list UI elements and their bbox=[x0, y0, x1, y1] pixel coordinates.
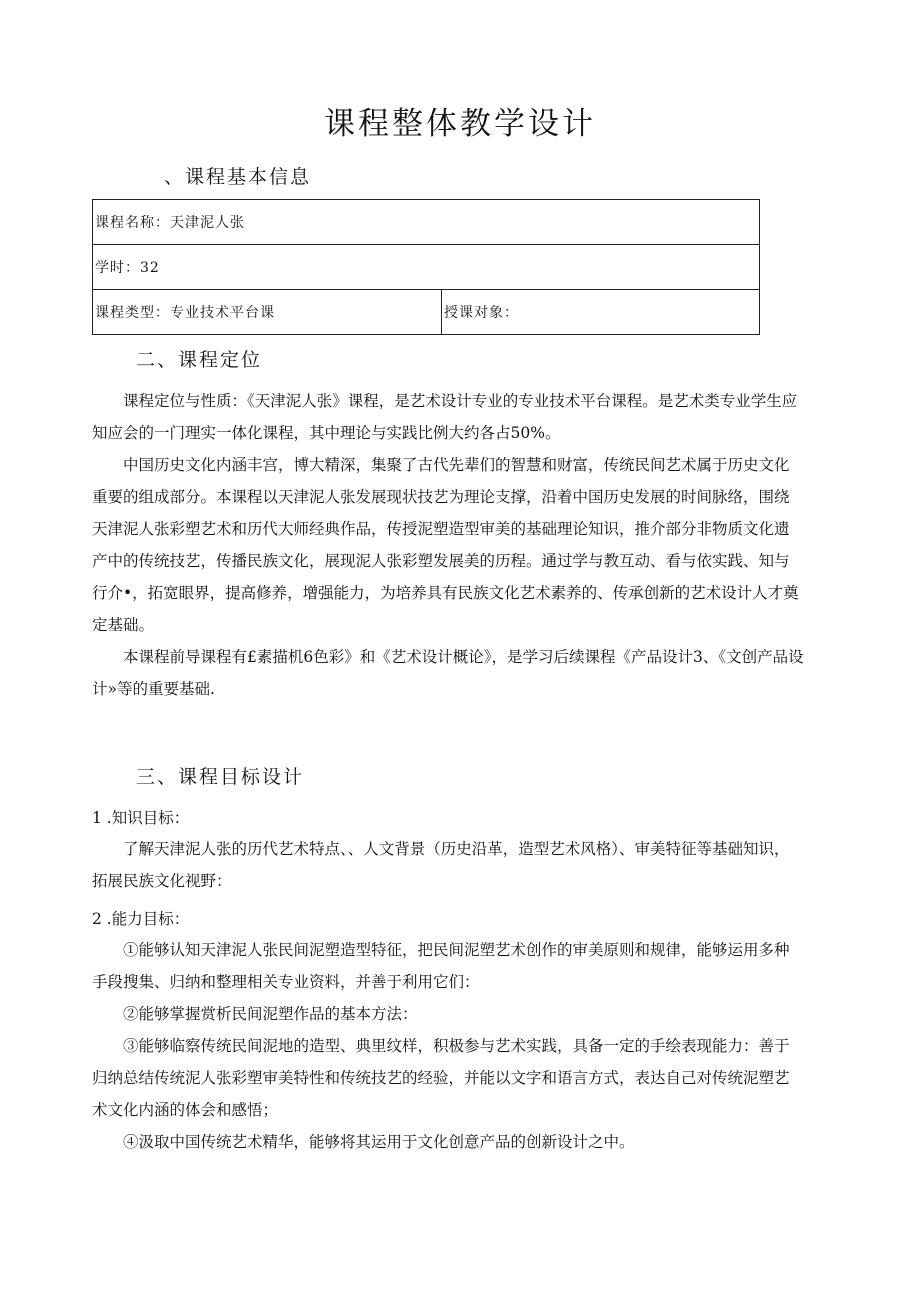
page-title: 课程整体教学设计 bbox=[324, 106, 596, 142]
list-item: ①能够认知天津泥人张民间泥塑造型特征，把民间泥塑艺术创作的审美原则和规律，能够运用多种手段搜集、归纳和整理相关专业资料，并善于利用它们： bbox=[92, 941, 790, 991]
paragraph: 课程定位与性质：《天津泥人张》课程，是艺术设计专业的专业技术平台课程。是艺术类专业学生应知应会的一门理实一体化课程，其中理论与实践比例大约各占50%。 bbox=[92, 392, 798, 442]
ability-objective-label: 2 .能力目标： bbox=[92, 910, 190, 928]
course-name-cell: 课程名称：天津泥人张 bbox=[93, 200, 760, 245]
list-item: ②能够掌握赏析民间泥塑作品的基本方法： bbox=[123, 1005, 418, 1023]
ability-objective-list bbox=[92, 934, 804, 1158]
knowledge-objective-label: 1 .知识目标： bbox=[92, 809, 190, 827]
knowledge-objective-text bbox=[92, 833, 804, 897]
paragraph: 了解天津泥人张的历代艺术特点、、人文背景（历史沿革，造型艺术风格）、审美特征等基础知识，拓展民族文化视野： bbox=[92, 840, 790, 890]
list-item: ④汲取中国传统艺术精华，能够将其运用于文化创意产品的创新设计之中。 bbox=[123, 1133, 635, 1151]
audience-cell: 授课对象： bbox=[442, 290, 760, 335]
paragraph: 本课程前导课程有£素描机6色彩》和《艺术设计概论》，是学习后续课程《产品设计3、《文创产品设计»等的重要基础. bbox=[92, 648, 804, 698]
course-type-cell: 课程类型：专业技术平台课 bbox=[93, 290, 442, 335]
section-heading-positioning: 二、课程定位 bbox=[136, 349, 263, 371]
list-item: ③能够临察传统民间泥地的造型、典里纹样，积极参与艺术实践，具备一定的手绘表现能力：善于归纳总结传统泥人张彩塑审美特性和传统技艺的经验，并能以文字和语言方式，表达自己对传统泥塑艺术文化内涵的体会和感悟； bbox=[92, 1037, 790, 1119]
section-heading-basic-info: 、课程基本信息 bbox=[164, 166, 312, 188]
course-hours-cell: 学时：32 bbox=[93, 245, 760, 290]
positioning-body bbox=[92, 385, 804, 705]
paragraph: 中国历史文化内涵丰宫，博大精深，集聚了古代先辈们的智慧和财富，传统民间艺术属于历史文化重要的组成部分。本课程以天津泥人张发展现状技艺为理论支撑，沿着中国历史发展的时间脉络，围绕天津泥人张彩塑艺术和历代大师经典作品，传授泥塑造型审美的基础理论知识，推介部分非物质文化遗产中的传统技艺，传播民族文化，展现泥人张彩塑发展美的历程。通过学与教互动、看与依实践、知与行介•，拓宽眼界，提高修养，增强能力，为培养具有民族文化艺术素养的、传承创新的艺术设计人才奠定基础。 bbox=[92, 456, 799, 634]
course-info-table bbox=[92, 199, 760, 335]
section-heading-objectives: 三、课程目标设计 bbox=[136, 766, 305, 788]
